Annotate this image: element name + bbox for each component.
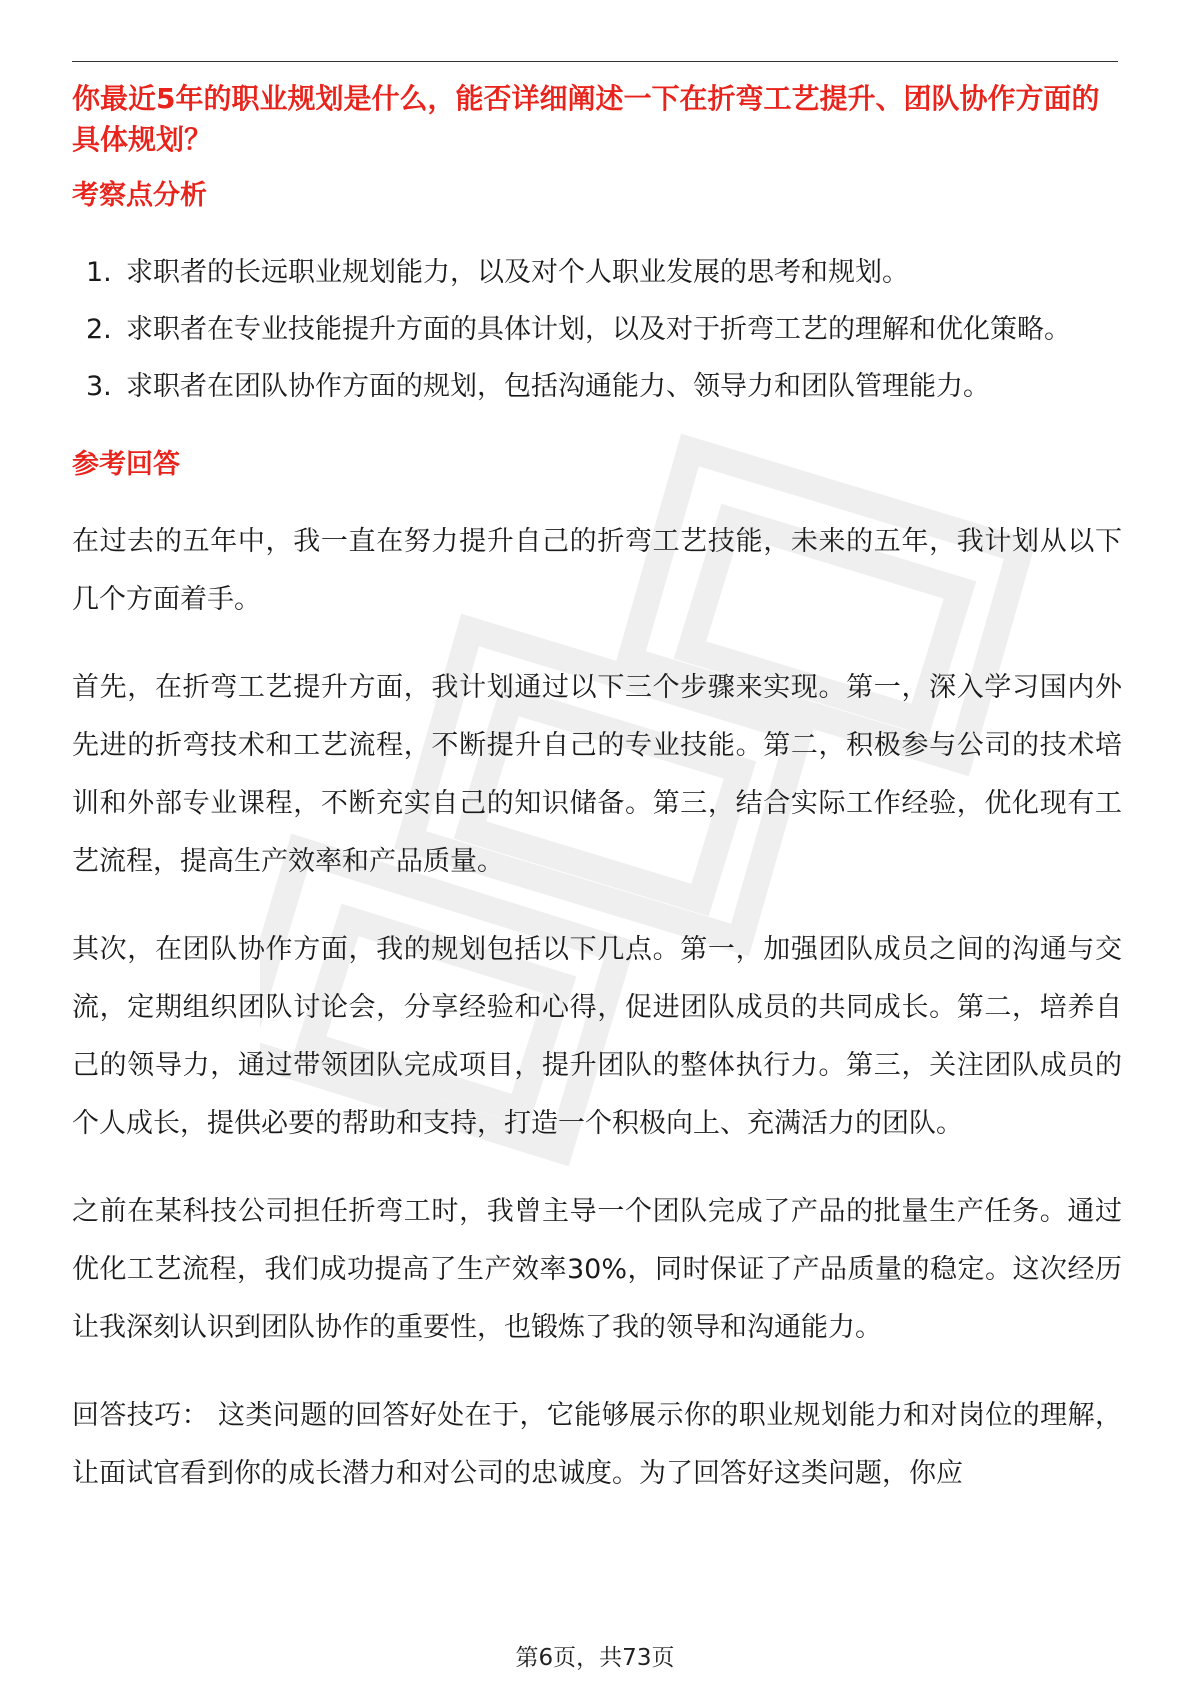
list-item <box>72 358 1122 415</box>
list-item-text: 求职者的长远职业规划能力，以及对个人职业发展的思考和规划。 <box>126 257 909 288</box>
list-item-text: 求职者在团队协作方面的规划，包括沟通能力、领导力和团队管理能力。 <box>126 371 990 402</box>
list-item <box>72 301 1122 358</box>
document-body <box>72 78 1122 1503</box>
analysis-list <box>72 244 1122 415</box>
answer-paragraph: 首先，在折弯工艺提升方面，我计划通过以下三个步骤来实现。第一，深入学习国内外先进的折弯技术和工艺流程，不断提升自己的专业技能。第二，积极参与公司的技术培训和外部专业课程，不断充实自己的知识储备。第三，结合实际工作经验，优化现有工艺流程，提高生产效率和产品质量。 <box>72 672 1122 877</box>
answer-paragraph: 在过去的五年中，我一直在努力提升自己的折弯工艺技能，未来的五年，我计划从以下几个方面着手。 <box>72 526 1122 615</box>
question-title: 你最近5年的职业规划是什么，能否详细阐述一下在折弯工艺提升、团队协作方面的具体规划？ <box>72 82 1100 156</box>
list-item-number: 1. <box>86 257 112 288</box>
answer-paragraph: 其次，在团队协作方面，我的规划包括以下几点。第一，加强团队成员之间的沟通与交流，定期组织团队讨论会，分享经验和心得，促进团队成员的共同成长。第二，培养自己的领导力，通过带领团队完成项目，提升团队的整体执行力。第三，关注团队成员的个人成长，提供必要的帮助和支持，打造一个积极向上、充满活力的团队。 <box>72 934 1122 1139</box>
list-item-number: 2. <box>86 314 112 345</box>
analysis-heading: 考察点分析 <box>72 180 207 211</box>
answer-paragraph: 之前在某科技公司担任折弯工时，我曾主导一个团队完成了产品的批量生产任务。通过优化工艺流程，我们成功提高了生产效率30%，同时保证了产品质量的稳定。这次经历让我深刻认识到团队协作的重要性，也锻炼了我的领导和沟通能力。 <box>72 1196 1122 1343</box>
answer-heading: 参考回答 <box>72 449 180 480</box>
answer-tips-paragraph: 回答技巧： 这类问题的回答好处在于，它能够展示你的职业规划能力和对岗位的理解，让面试官看到你的成长潜力和对公司的忠诚度。为了回答好这类问题，你应 <box>72 1400 1122 1489</box>
list-item-number: 3. <box>86 371 112 402</box>
list-item <box>72 244 1122 301</box>
list-item-text: 求职者在专业技能提升方面的具体计划，以及对于折弯工艺的理解和优化策略。 <box>126 314 1071 345</box>
page-number: 第6页，共73页 <box>515 1645 675 1671</box>
top-divider <box>72 61 1118 62</box>
